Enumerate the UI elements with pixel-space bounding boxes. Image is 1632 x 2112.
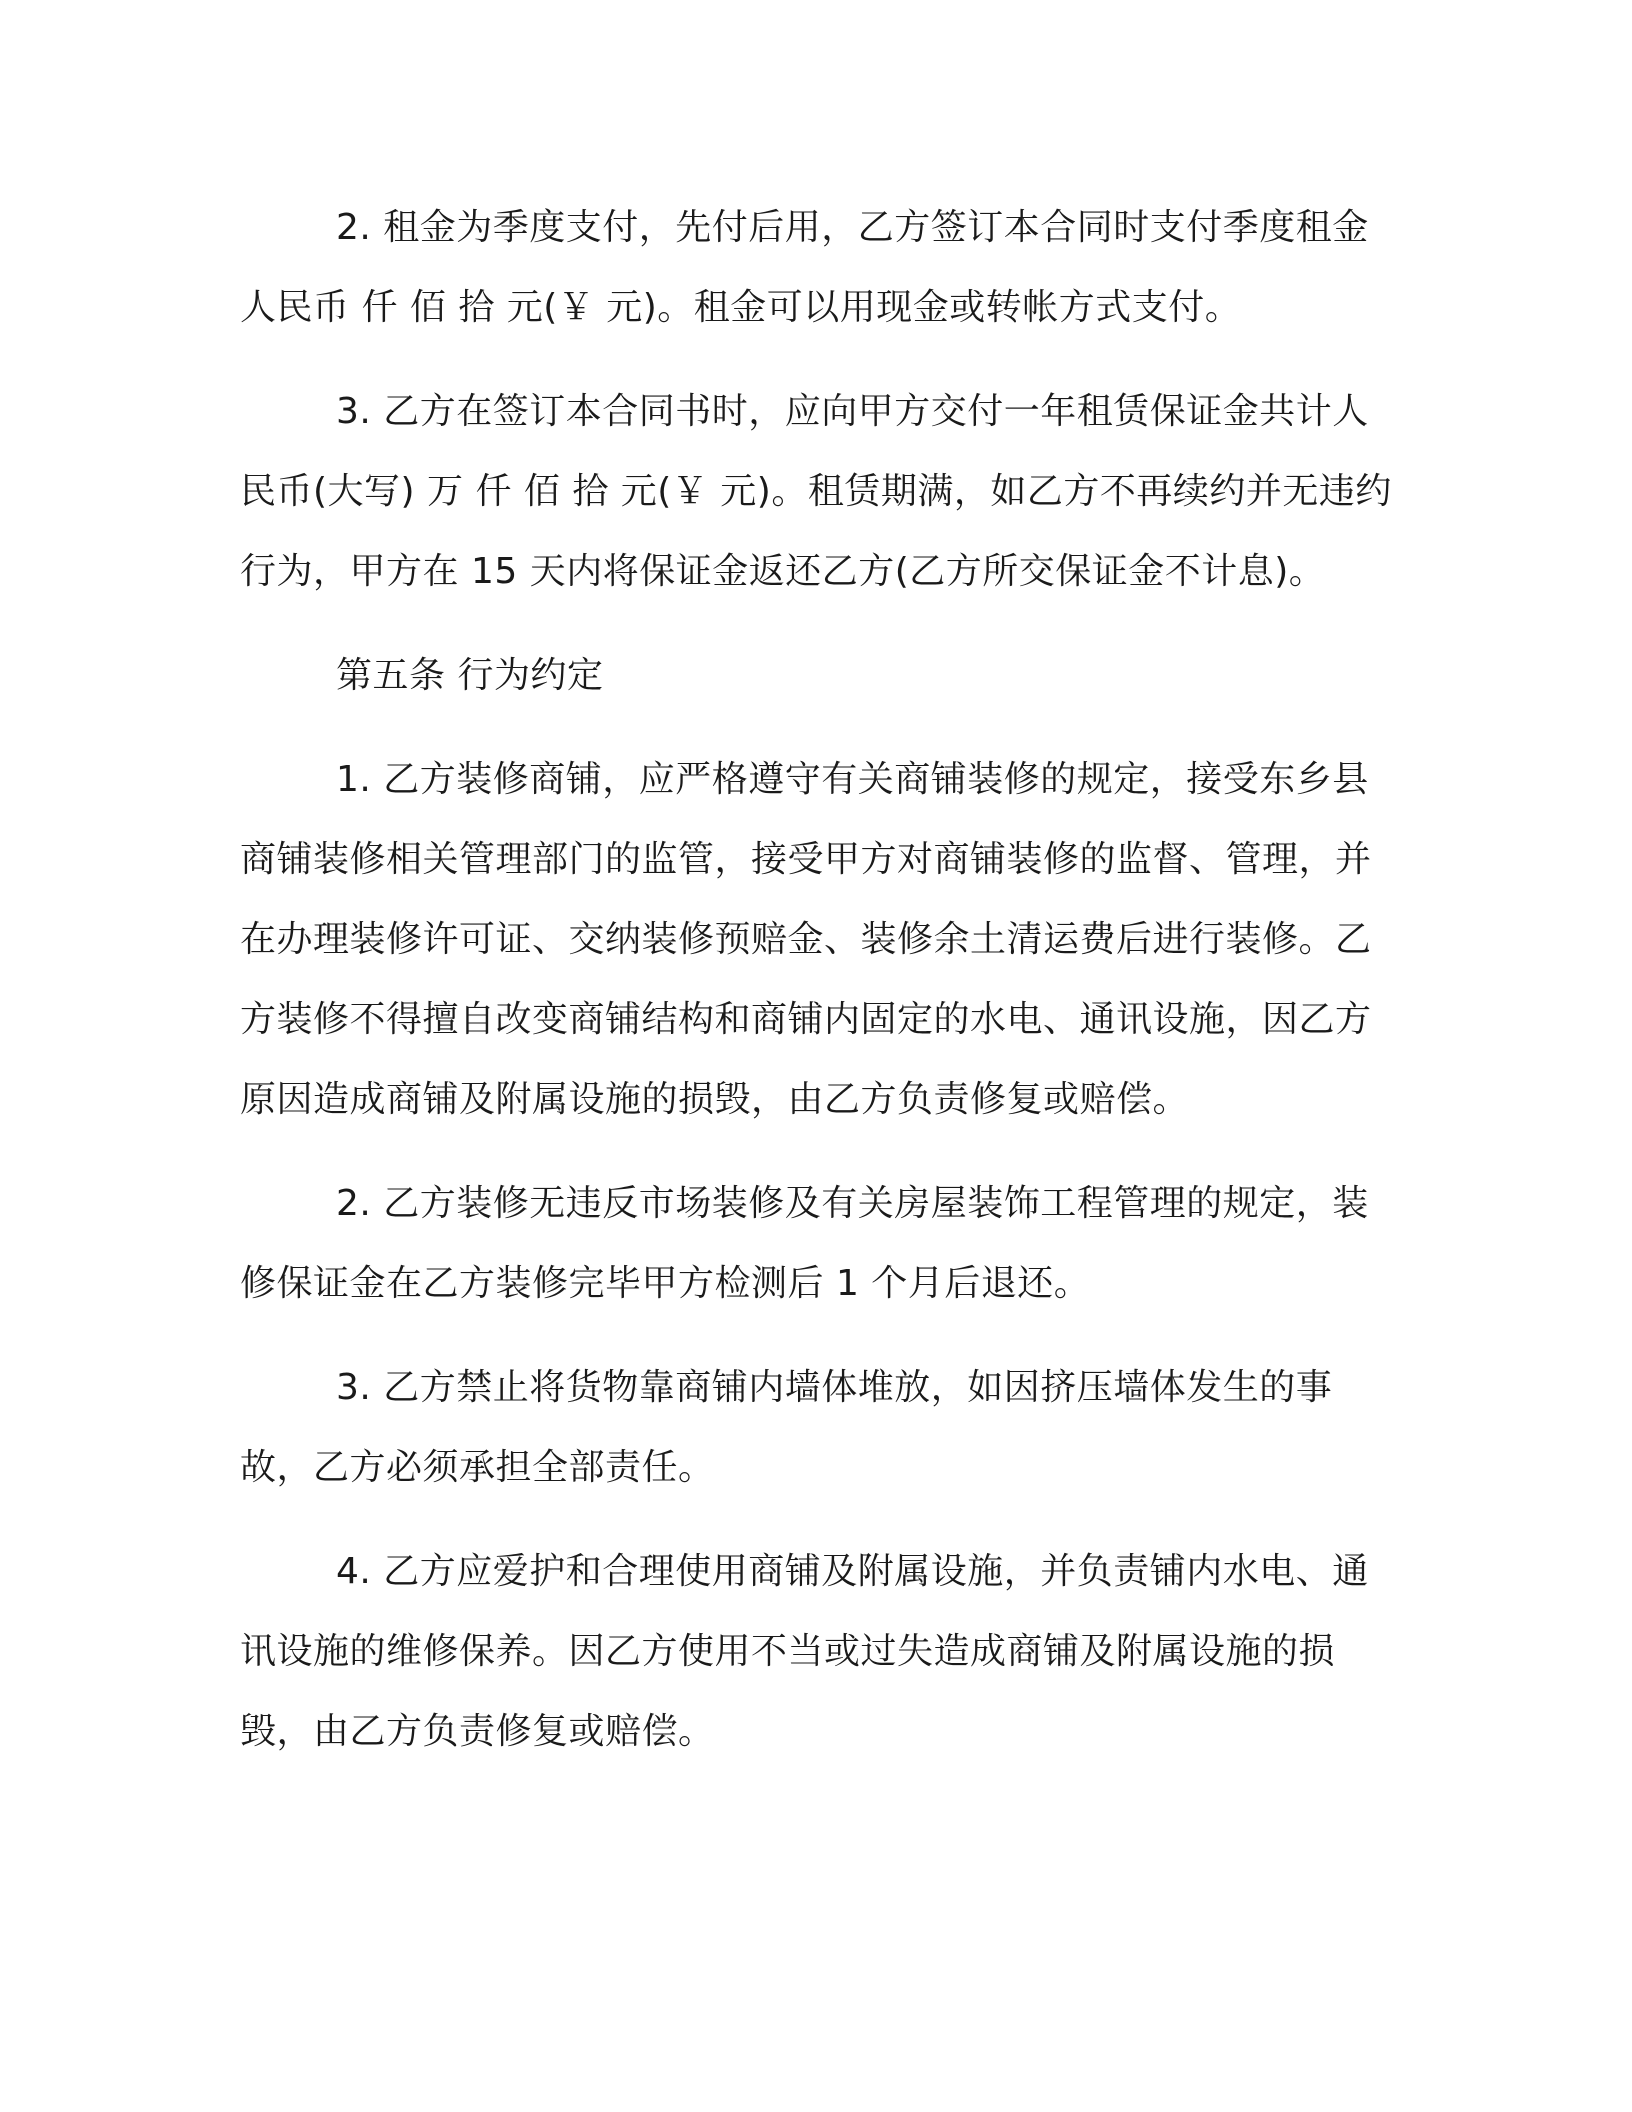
paragraph-rent-payment: 2. 租金为季度支付，先付后用，乙方签订本合同时支付季度租金人民币 仟 佰 拾 元(￥ 元)。租金可以用现金或转帐方式支付。 <box>240 207 1369 328</box>
paragraph-renovation-rules: 1. 乙方装修商铺，应严格遵守有关商铺装修的规定，接受东乡县商铺装修相关管理部门的监管，接受甲方对商铺装修的监督、管理，并在办理装修许可证、交纳装修预赔金、装修余土清运费后进行装修。乙方装修不得擅自改变商铺结构和商铺内固定的水电、通讯设施，因乙方原因造成商铺及附属设施的损毁，由乙方负责修复或赔偿。 <box>240 759 1372 1120</box>
section-heading-conduct: 第五条 行为约定 <box>336 655 604 696</box>
paragraph-renovation-deposit: 2. 乙方装修无违反市场装修及有关房屋装饰工程管理的规定，装修保证金在乙方装修完毕甲方检测后 1 个月后退还。 <box>240 1183 1369 1304</box>
paragraph-wall-storage: 3. 乙方禁止将货物靠商铺内墙体堆放，如因挤压墙体发生的事故，乙方必须承担全部责任。 <box>240 1367 1333 1488</box>
paragraph-security-deposit: 3. 乙方在签订本合同书时，应向甲方交付一年租赁保证金共计人民币(大写) 万 仟 佰 拾 元(￥ 元)。租赁期满，如乙方不再续约并无违约行为，甲方在 15 天内将保证金返还乙方(乙方所交保证金不计息)。 <box>240 391 1392 592</box>
document-body <box>240 188 1400 1772</box>
paragraph-facility-maintenance: 4. 乙方应爱护和合理使用商铺及附属设施，并负责铺内水电、通讯设施的维修保养。因乙方使用不当或过失造成商铺及附属设施的损毁，由乙方负责修复或赔偿。 <box>240 1551 1369 1752</box>
